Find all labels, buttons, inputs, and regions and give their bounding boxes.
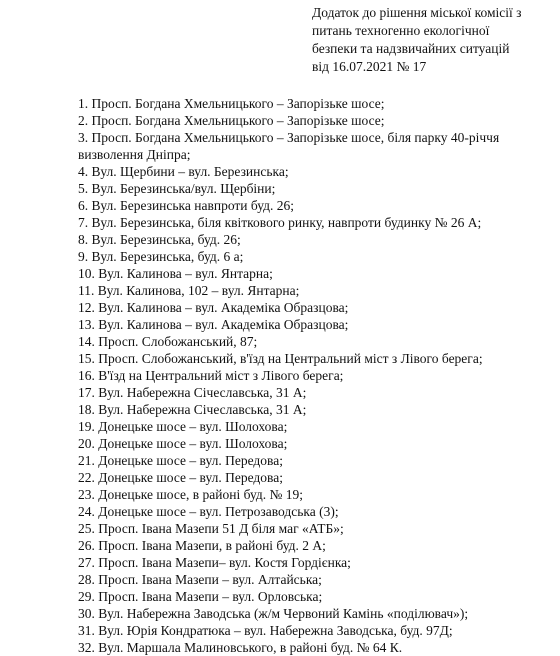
header-line-4: від 16.07.2021 № 17 [312,59,427,74]
list-item: 21. Донецьке шосе – вул. Передова; [78,453,283,468]
list-item: 26. Просп. Івана Мазепи, в районі буд. 2 А; [78,538,326,553]
list-item: 11. Вул. Калинова, 102 – вул. Янтарна; [78,283,300,298]
list-item: 10. Вул. Калинова – вул. Янтарна; [78,266,273,281]
list-item: 15. Просп. Слобожанський, в'їзд на Центральний міст з Лівого берега; [78,351,483,366]
list-item: 23. Донецьке шосе, в районі буд. № 19; [78,487,303,502]
list-item: 8. Вул. Березинська, буд. 26; [78,232,241,247]
list-item: 22. Донецьке шосе – вул. Передова; [78,470,283,485]
list-item: 25. Просп. Івана Мазепи 51 Д біля маг «АТБ»; [78,521,344,536]
header-line-2: питань техногенно екологічної [312,23,490,38]
locations-list [78,95,556,656]
list-item: 32. Вул. Маршала Малиновського, в районі буд. № 64 К. [78,640,403,655]
list-item: 4. Вул. Щербини – вул. Березинська; [78,164,289,179]
list-item: 12. Вул. Калинова – вул. Академіка Образцова; [78,300,349,315]
list-item: 6. Вул. Березинська навпроти буд. 26; [78,198,295,213]
list-item: 28. Просп. Івана Мазепи – вул. Алтайська; [78,572,322,587]
list-item: 24. Донецьке шосе – вул. Петрозаводська (3); [78,504,339,519]
list-item: 5. Вул. Березинська/вул. Щербіни; [78,181,276,196]
header-line-3: безпеки та надзвичайних ситуацій [312,41,510,56]
list-item: 30. Вул. Набережна Заводська (ж/м Червоний Камінь «поділювач»); [78,606,469,621]
list-item: 18. Вул. Набережна Січеславська, 31 А; [78,402,307,417]
list-item: 1. Просп. Богдана Хмельницького – Запорізьке шосе; [78,96,385,111]
list-item: 20. Донецьке шосе – вул. Шолохова; [78,436,288,451]
list-item: 19. Донецьке шосе – вул. Шолохова; [78,419,288,434]
list-item: 29. Просп. Івана Мазепи – вул. Орловська; [78,589,323,604]
list-item: 2. Просп. Богдана Хмельницького – Запорізьке шосе; [78,113,385,128]
list-item: 31. Вул. Юрія Кондратюка – вул. Набережна Заводська, буд. 97Д; [78,623,453,638]
list-item: 27. Просп. Івана Мазепи– вул. Костя Гордієнка; [78,555,351,570]
list-item: 16. В'їзд на Центральний міст з Лівого берега; [78,368,344,383]
list-item: 17. Вул. Набережна Січеславська, 31 А; [78,385,307,400]
list-item: 9. Вул. Березинська, буд. 6 а; [78,249,244,264]
list-item: 14. Просп. Слобожанський, 87; [78,334,258,349]
header-line-1: Додаток до рішення міської комісії з [312,5,522,20]
list-item: 3. Просп. Богдана Хмельницького – Запорізьке шосе, біля парку 40-річчя визволення Дніпра; [78,130,500,162]
appendix-header [312,4,557,76]
list-item: 7. Вул. Березинська, біля квіткового ринку, навпроти будинку № 26 А; [78,215,482,230]
list-item: 13. Вул. Калинова – вул. Академіка Образцова; [78,317,349,332]
